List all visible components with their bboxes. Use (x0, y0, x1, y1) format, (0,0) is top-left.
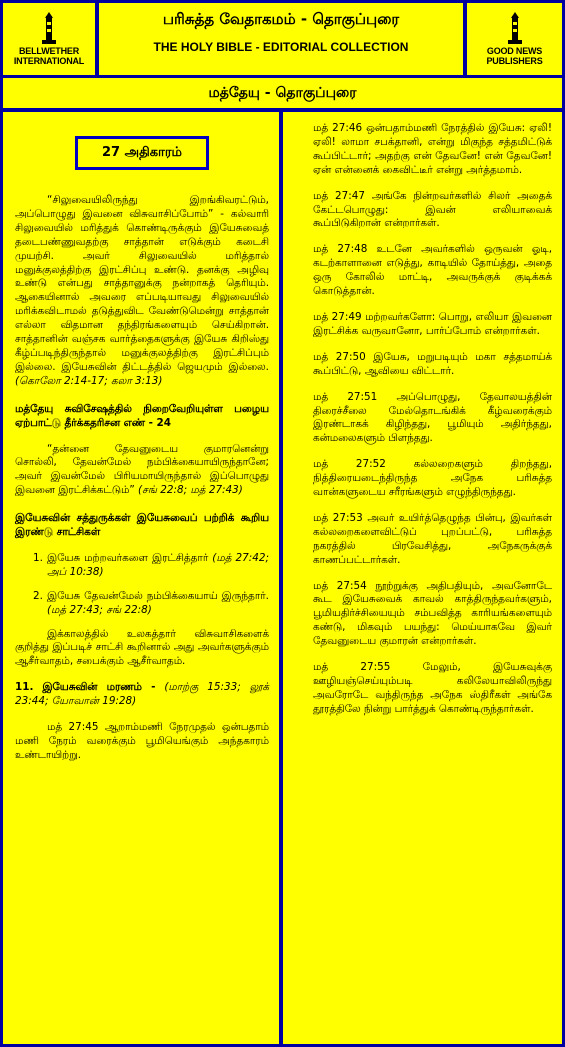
intro-text: “சிலுவையிலிருந்து இறங்கிவரட்டும், அப்பொழுது இவனை விசுவாசிப்போம்” - கல்வாரி சிலுவையில் மரித்துக் கொண்டிருக்கும் இயேசுவைத் தடைபண்ணுவதற்கு சாத்தான் எடுக்கும் கடைசி முயற்சி. அவர் சிலுவையில் மரித்தால் மனுக்குலத்திற்கு இரட்சிப்பு உண்டு. தனக்கு அழிவு உண்டு என்பது சாத்தானுக்கு நன்றாகத் தெரியும். ஆகையினால் அவரை எப்படியாவது சிலுவையில் மரிக்கவிடாமல் தடுத்துவிட வேண்டுமென்று சாத்தான் எல்லா விதமான தந்திரங்களையும் செய்கிறான். சாத்தானின் வஞ்சக வார்த்தைகளுக்கு இயேசு கிறிஸ்து கீழ்ப்படிந்திருந்தால் மனுக்குலத்திற்கு இரட்சிப்பும் இல்லை. இயேசுவின் திட்டத்தில் ஜெயமும் இல்லை. (15, 194, 269, 373)
verse-49: மத் 27:49 மற்றவர்களோ: பொறு, எலியா இவனை இரட்சிக்க வருவானோ, பார்ப்போம் என்றார்கள். (313, 310, 552, 337)
logo-text-line1: BELLWETHER (19, 46, 79, 56)
right-column (283, 112, 562, 1044)
list-item (29, 590, 269, 618)
tower-icon (500, 12, 530, 46)
verse-55: மத் 27:55 மேலும், இயேசுவுக்கு ஊழியஞ்செய்யும்படி கலிலேயாவிலிருந்து அவரோடே வந்திருந்த அநேக ஸ்திரீகள் அங்கே தூரத்திலே நின்று பார்த்துக் கொண்டிருந்தார்கள். (313, 661, 552, 715)
point-reference: (மாற்கு 15:33; லூக் 23:44; யோவான் 19:28) (15, 681, 269, 708)
quote-text: “தன்னை தேவனுடைய குமாரனென்று சொல்லி, தேவன்மேல் நம்பிக்கையாயிருந்தானே; அவர் இவன்மேல் பிரியமாயிருந்தால் இப்பொழுது இவனை இரட்சிக்கட்டும்” (15, 442, 269, 497)
verse-48: மத் 27:48 உடனே அவர்களில் ஒருவன் ஓடி, கடற்காளானை எடுத்து, காடியில் தோய்த்து, அதை ஒரு கோலில் மாட்டி, அவருக்குக் குடிக்கக் கொடுத்தான். (313, 243, 552, 298)
header-title-panel (99, 3, 463, 75)
verse-52: மத் 27:52 கல்லறைகளும் திறந்தது, நித்திரையடைந்திருந்த அநேக பரிசுத்த வான்களுடைய சரீரங்களும் எழுந்திருந்தது. (313, 458, 552, 499)
list-text: இயேசு மற்றவர்களை இரட்சித்தார் (46, 551, 209, 564)
verse-50: மத் 27:50 இயேசு, மறுபடியும் மகா சத்தமாய்க் கூப்பிட்டு, ஆவியை விட்டார். (313, 350, 552, 377)
left-column (3, 112, 279, 1044)
point-number: 11. (15, 681, 34, 694)
tower-icon (34, 12, 64, 46)
list-reference: (மத் 27:42; அப் 10:38) (47, 551, 269, 578)
header-title-english: THE HOLY BIBLE - EDITORIAL COLLECTION (153, 40, 409, 54)
verse-54: மத் 27:54 நூற்றுக்கு அதிபதியும், அவனோடே கூட இயேசுவைக் காவல் காத்திருந்தவர்களும், பூமியதிர்ச்சியையும் சம்பவித்த காரியங்களையும் கண்டு, மிகவும் பயந்து: மெய்யாகவே இவர் தேவனுடைய குமாரன் என்றார்கள். (313, 579, 552, 648)
header-title-tamil: பரிசுத்த வேதாகமம் - தொகுப்புரை (162, 10, 400, 28)
verse-47: மத் 27:47 அங்கே நின்றவர்களில் சிலர் அதைக் கேட்டபொழுது: இவன் எலியாவைக் கூப்பிடுகிறான் என்றார்கள். (313, 189, 552, 230)
verse-45: மத் 27:45 ஆறாம்மணி நேரமுதல் ஒன்பதாம் மணி நேரம் வரைக்கும் பூமியெங்கும் அந்தகாரம் உண்டாயிற்று. (15, 721, 269, 761)
logo-text-line2: PUBLISHERS (486, 56, 543, 66)
list-text: இயேசு தேவன்மேல் நம்பிக்கையாய் இருந்தார். (46, 589, 269, 602)
list-reference: (மத் 27:43; சங் 22:8) (47, 603, 152, 616)
verse-46: மத் 27:46 ஒன்பதாம்மணி நேரத்தில் இயேசு: ஏலி! ஏலி! லாமா சபக்தானி, என்று மிகுந்த சத்தமிட்டுக் கூப்பிட்டார்; அதற்கு என் தேவனே! என் தேவனே! ஏன் என்னைக் கைவிட்டீர் என்று அர்த்தமாம். (313, 122, 552, 176)
quote-reference: (சங் 22:8; மத் 27:43) (138, 484, 243, 497)
logo-text-line1: GOOD NEWS (486, 46, 543, 56)
list-number: 2. (33, 589, 43, 602)
prophecy-heading: மத்தேயு சுவிசேஷத்தில் நிறைவேறியுள்ள பழைய ஏற்பாட்டு தீர்க்கதரிசன எண் - 24 (15, 402, 269, 429)
list-number: 1. (33, 551, 43, 564)
subheader-bar (3, 78, 562, 108)
subheader-title: மத்தேயு - தொகுப்புரை (208, 85, 357, 101)
chapter-title: 27 அதிகாரம் (75, 136, 209, 170)
good-news-logo (467, 3, 562, 75)
verse-53: மத் 27:53 அவர் உயிர்த்தெழுந்த பின்பு, இவர்கள் கல்லறைகளைவிட்டுப் புறப்பட்டு, பரிசுத்த நகரத்தில் பிரவேசித்து, அநேகருக்குக் காணப்பட்டார்கள். (313, 511, 552, 566)
point-title: இயேசுவின் மரணம் - (42, 681, 156, 694)
logo-text-line2: INTERNATIONAL (13, 56, 85, 66)
intro-paragraph (15, 194, 269, 389)
point-11 (15, 681, 269, 709)
prophecy-quote (15, 443, 269, 499)
blessing-paragraph: இக்காலத்தில் உலகத்தார் விசுவாசிகளைக் குறித்து இப்படிச் சாட்சி கூறினால் அது அவர்களுக்கும் ஆசீர்வாதம், சபைக்கும் ஆசீர்வாதம். (15, 627, 269, 668)
witness-heading: இயேசுவின் சத்துருக்கள் இயேசுவைப் பற்றிக் கூறிய இரண்டு சாட்சிகள் (15, 512, 269, 539)
intro-reference: (கொலோ 2:14-17; கலா 3:13) (15, 374, 163, 387)
list-item (29, 552, 269, 580)
verse-51: மத் 27:51 அப்பொழுது, தேவாலயத்தின் திரைச்சீலை மேல்தொடங்கிக் கீழ்வரைக்கும் இரண்டாகக் கிழிந்தது, பூமியும் அதிர்ந்தது, கன்மலைகளும் பிளந்தது. (313, 390, 552, 445)
bellwether-logo (3, 3, 95, 75)
